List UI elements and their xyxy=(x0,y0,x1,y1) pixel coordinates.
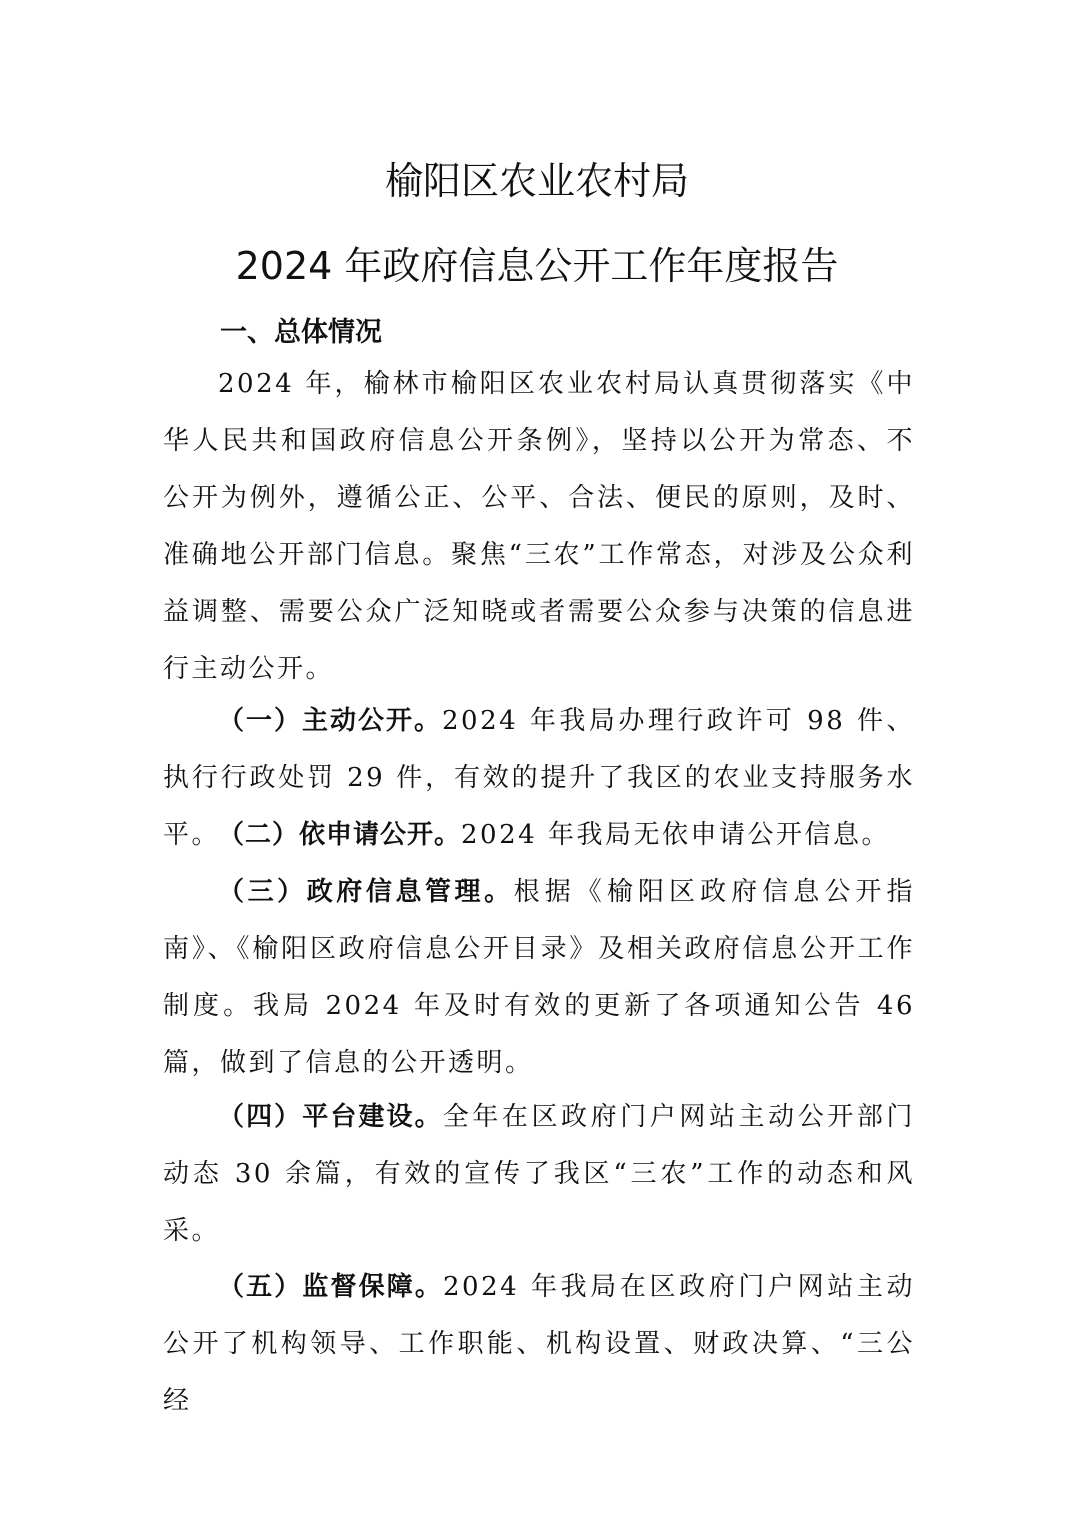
section-heading-overview: 一、总体情况 xyxy=(220,317,382,348)
paragraph-information-management xyxy=(163,864,915,1092)
document-title-line1: 榆阳区农业农村局 xyxy=(384,159,689,203)
paragraph-supervision-guarantee xyxy=(163,1259,915,1430)
paragraph-body: 根据《榆阳区政府信息公开指南》、《榆阳区政府信息公开目录》及相关政府信息公开工作制度。我局 2024 年及时有效的更新了各项通知公告 46 篇，做到了信息的公开透明。 xyxy=(163,877,915,1078)
paragraph-body: 全年在区政府门户网站主动公开部门动态 30 余篇，有效的宣传了我区“三农”工作的动态和风采。 xyxy=(163,1102,915,1246)
paragraph-on-request-disclosure xyxy=(163,807,915,864)
paragraph-lead: （三）政府信息管理。 xyxy=(218,877,514,907)
intro-paragraph: 2024 年，榆林市榆阳区农业农村局认真贯彻落实《中华人民共和国政府信息公开条例》，坚持以公开为常态、不公开为例外，遵循公正、公平、合法、便民的原则，及时、准确地公开部门信息。聚焦“三农”工作常态，对涉及公众利益调整、需要公众广泛知晓或者需要公众参与决策的信息进行主动公开。 xyxy=(163,369,915,684)
paragraph-lead: （一）主动公开。 xyxy=(218,706,442,736)
paragraph-platform-construction xyxy=(163,1089,915,1260)
document-title-line2: 2024 年政府信息公开工作年度报告 xyxy=(235,244,839,288)
paragraph-body: 2024 年我局无依申请公开信息。 xyxy=(461,820,890,850)
paragraph-body: 2024 年我局在区政府门户网站主动公开了机构领导、工作职能、机构设置、财政决算、“三公经 xyxy=(163,1272,915,1416)
paragraph-body: 2024 年我局办理行政许可 98 件、执行行政处罚 29 件，有效的提升了我区的农业支持服务水平。 xyxy=(163,706,915,850)
paragraph-lead: （二）依申请公开。 xyxy=(218,820,462,850)
paragraph-lead: （五）监督保障。 xyxy=(218,1272,443,1302)
paragraph-lead: （四）平台建设。 xyxy=(218,1102,443,1132)
